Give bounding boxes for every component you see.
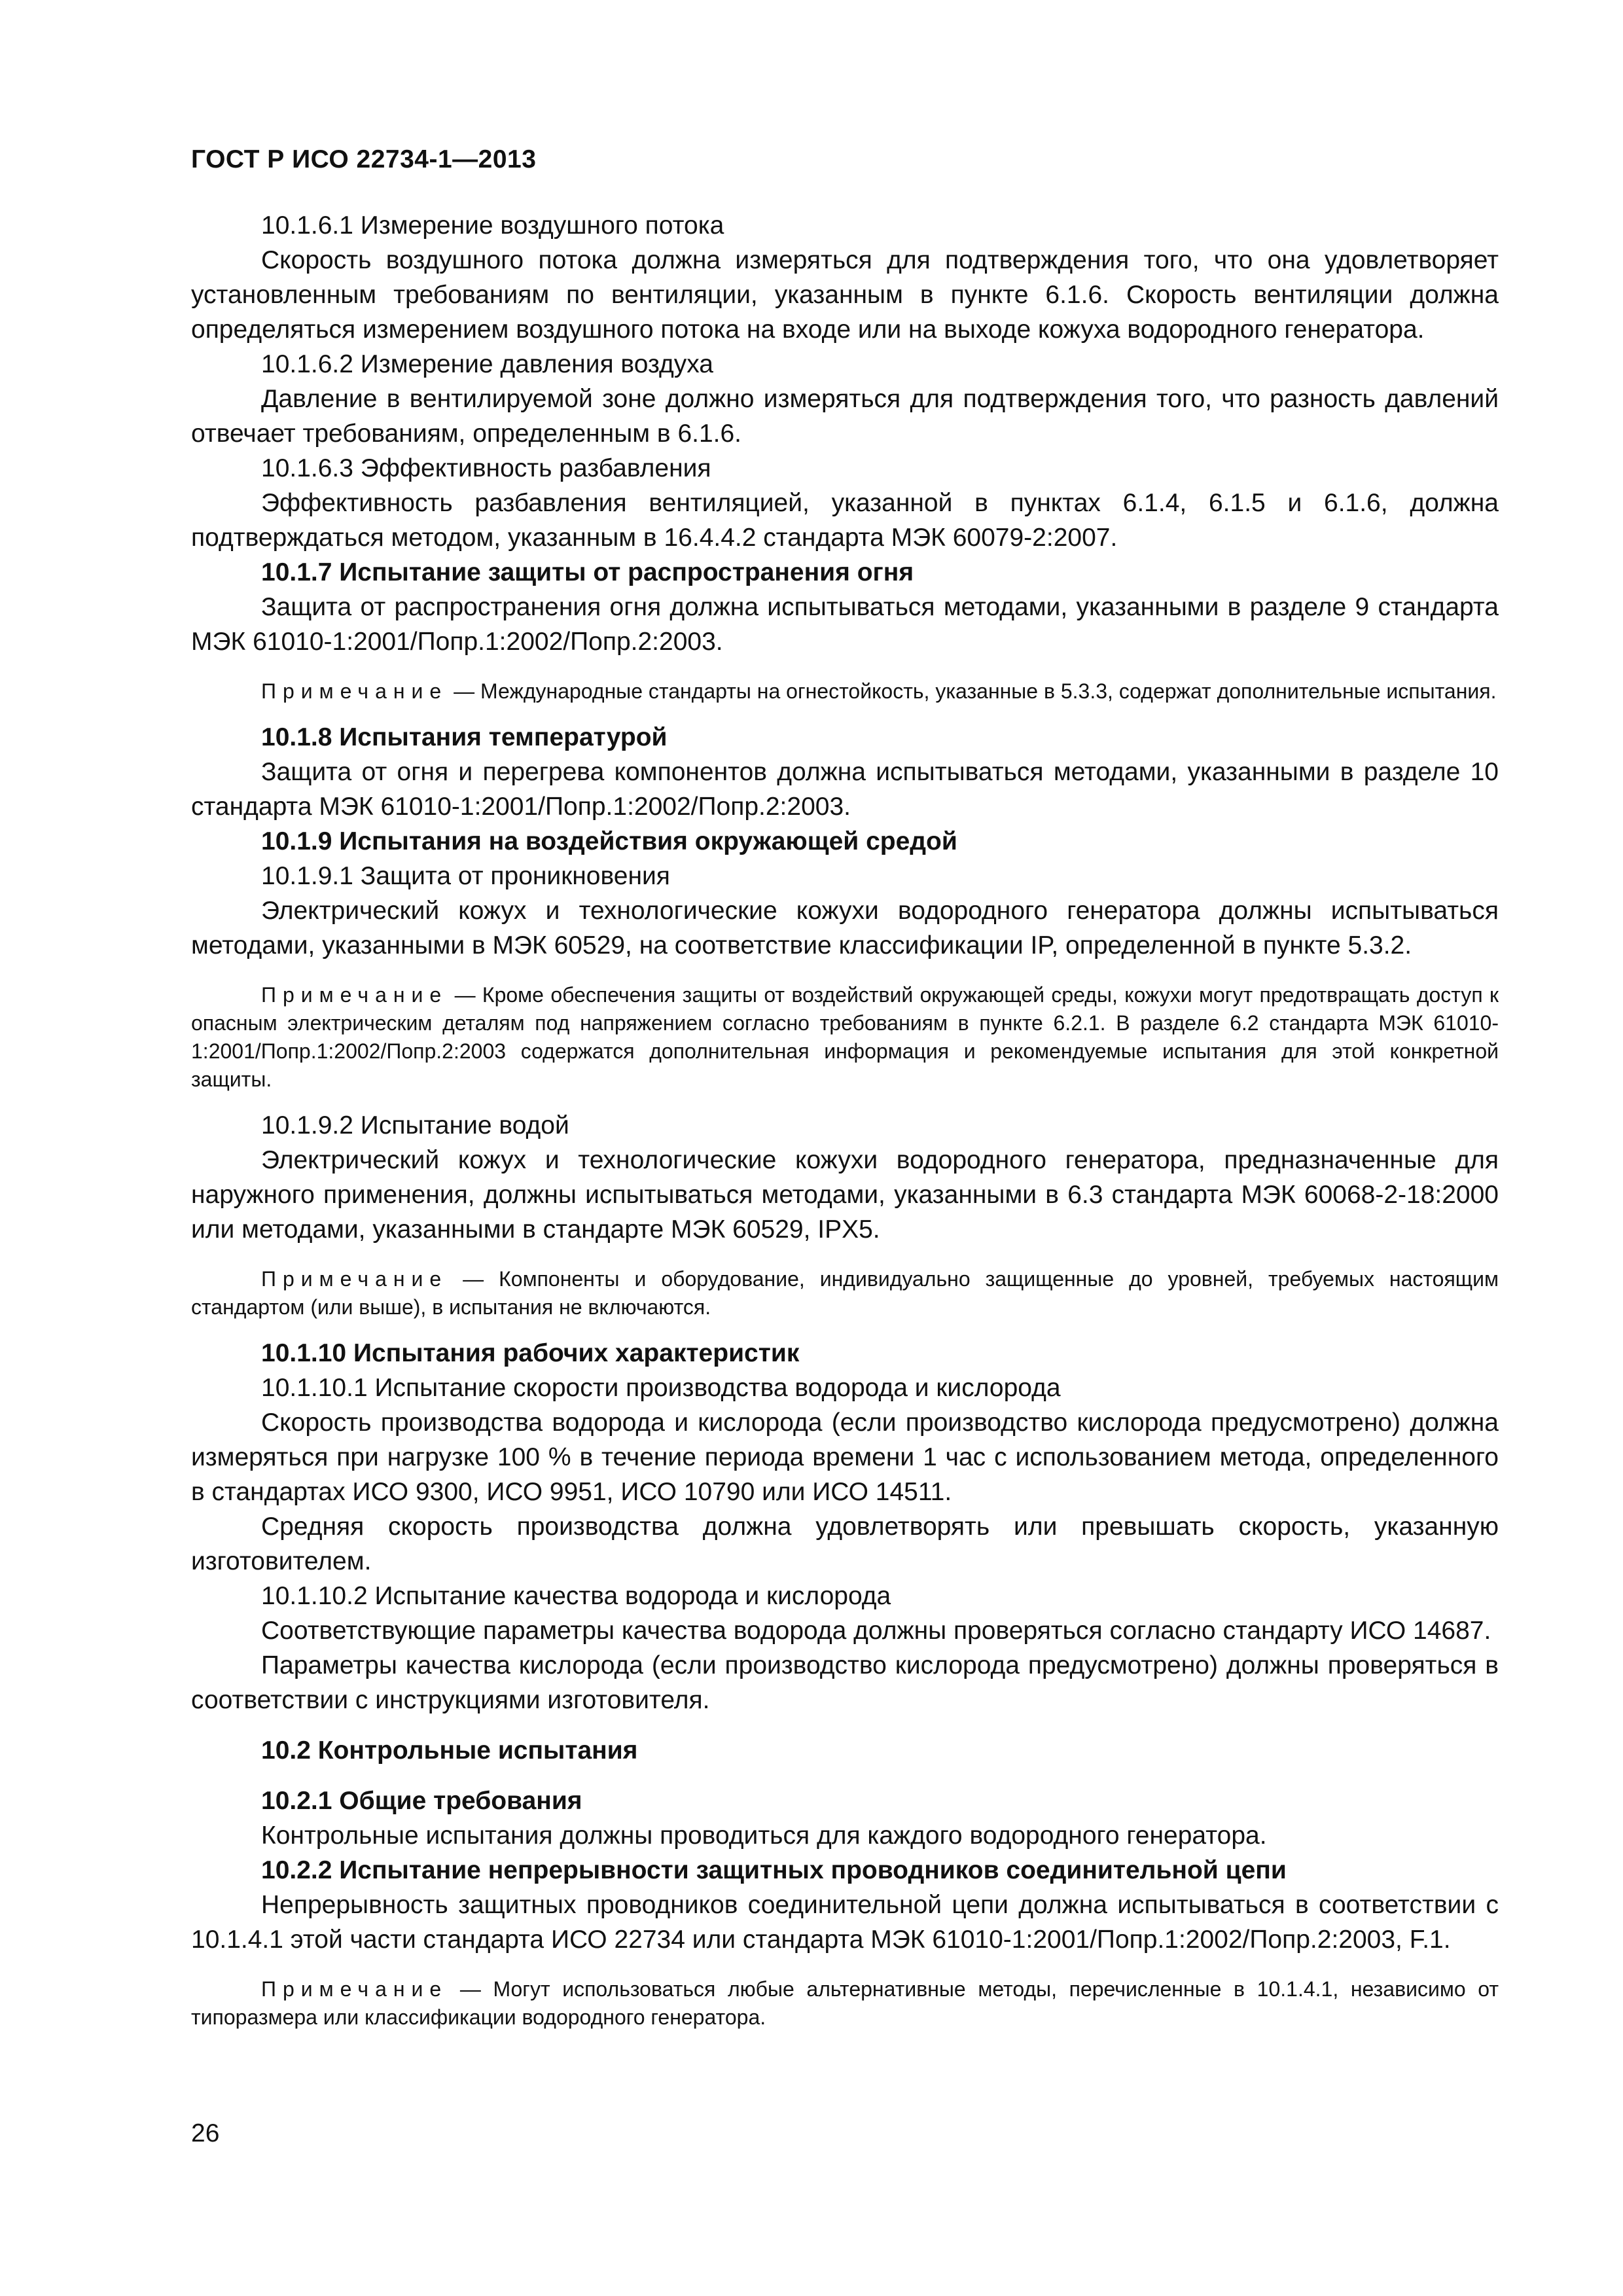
note-paragraph xyxy=(191,677,1499,706)
document-body xyxy=(191,208,1499,2046)
body-paragraph: Соответствующие параметры качества водорода должны проверяться согласно стандарту ИСО 14687. xyxy=(261,1617,1491,1645)
body-paragraph: Скорость воздушного потока должна измеряться для подтверждения того, что она удовлетворяет установленным требованиям по вентиляции, указанным в пункте 6.1.6. Скорость вентиляции должна определяться измерением воздушного потока на входе или на выходе кожуха водородного генератора. xyxy=(191,246,1499,344)
note-text: — Кроме обеспечения защиты от воздействий окружающей среды, кожухи могут предотвращать доступ к опасным электрическим деталям под напряжением согласно требованиям в пункте 6.2.1. В разделе 6.2 стандарта МЭК 61010-1:2001/Попр.1:2002/Попр.2:2003 содержатся дополнительная информация и рекомендуемые испытания для этой конкретной защиты. xyxy=(191,983,1499,1091)
body-paragraph: 10.1.6.1 Измерение воздушного потока xyxy=(261,211,724,240)
body-paragraph: 10.1.9.2 Испытание водой xyxy=(261,1111,569,1139)
body-paragraph: 10.1.6.3 Эффективность разбавления xyxy=(261,454,711,482)
section-heading: 10.2.1 Общие требования xyxy=(261,1787,582,1815)
body-paragraph: Средняя скорость производства должна удовлетворять или превышать скорость, указанную изготовителем. xyxy=(191,1513,1499,1575)
note-text: — Компоненты и оборудование, индивидуально защищенные до уровней, требуемых настоящим стандартом (или выше), в испытания не включаются. xyxy=(191,1267,1499,1319)
section-heading: 10.1.8 Испытания температурой xyxy=(261,723,668,751)
body-paragraph: Электрический кожух и технологические кожухи водородного генератора, предназначенные для наружного применения, должны испытываться методами, указанными в 6.3 стандарта МЭК 60068-2-18:2000 или методами, указанными в стандарте МЭК 60529, IPX5. xyxy=(191,1146,1499,1244)
note-label: Примечание xyxy=(261,983,448,1007)
body-paragraph: Давление в вентилируемой зоне должно измеряться для подтверждения того, что разность давлений отвечает требованиям, определенным в 6.1.6. xyxy=(191,385,1499,448)
body-paragraph: 10.1.9.1 Защита от проникновения xyxy=(261,862,670,890)
note-paragraph xyxy=(191,981,1499,1094)
note-paragraph xyxy=(191,1975,1499,2032)
body-paragraph: Защита от огня и перегрева компонентов должна испытываться методами, указанными в разделе 10 стандарта МЭК 61010-1:2001/Попр.1:2002/Попр.2:2003. xyxy=(191,758,1499,821)
body-paragraph: 10.1.6.2 Измерение давления воздуха xyxy=(261,350,713,378)
note-text: — Международные стандарты на огнестойкость, указанные в 5.3.3, содержат дополнительные испытания. xyxy=(448,679,1497,703)
body-paragraph: Скорость производства водорода и кислорода (если производство кислорода предусмотрено) должна измеряться при нагрузке 100 % в течение периода времени 1 час с использованием метода, определенного в стандартах ИСО 9300, ИСО 9951, ИСО 10790 или ИСО 14511. xyxy=(191,1408,1499,1506)
body-paragraph: 10.1.10.2 Испытание качества водорода и кислорода xyxy=(261,1582,891,1610)
section-heading: 10.1.10 Испытания рабочих характеристик xyxy=(261,1339,800,1367)
page-number: 26 xyxy=(191,2119,220,2147)
section-heading: 10.2 Контрольные испытания xyxy=(261,1736,638,1765)
note-text: — Могут использоваться любые альтернативные методы, перечисленные в 10.1.4.1, независимо от типоразмера или классификации водородного генератора. xyxy=(191,1977,1499,2029)
section-heading: 10.1.7 Испытание защиты от распространения огня xyxy=(261,558,914,586)
body-paragraph: Эффективность разбавления вентиляцией, указанной в пунктах 6.1.4, 6.1.5 и 6.1.6, должна подтверждаться методом, указанным в 16.4.4.2 стандарта МЭК 60079-2:2007. xyxy=(191,489,1499,552)
body-paragraph: Защита от распространения огня должна испытываться методами, указанными в разделе 9 стандарта МЭК 61010-1:2001/Попр.1:2002/Попр.2:2003. xyxy=(191,593,1499,656)
note-label: Примечание xyxy=(261,679,448,703)
section-heading: 10.2.2 Испытание непрерывности защитных проводников соединительной цепи xyxy=(261,1856,1287,1884)
note-paragraph xyxy=(191,1265,1499,1321)
body-paragraph: Электрический кожух и технологические кожухи водородного генератора должны испытываться методами, указанными в МЭК 60529, на соответствие классификации IP, определенной в пункте 5.3.2. xyxy=(191,897,1499,960)
body-paragraph: 10.1.10.1 Испытание скорости производства водорода и кислорода xyxy=(261,1374,1061,1402)
body-paragraph: Непрерывность защитных проводников соединительной цепи должна испытываться в соответствии с 10.1.4.1 этой части стандарта ИСО 22734 или стандарта МЭК 61010-1:2001/Попр.1:2002/Попр.2:2003, F.1. xyxy=(191,1891,1499,1954)
document-header: ГОСТ Р ИСО 22734-1—2013 xyxy=(191,145,537,173)
section-heading: 10.1.9 Испытания на воздействия окружающей средой xyxy=(261,827,957,855)
note-label: Примечание xyxy=(261,1267,448,1291)
body-paragraph: Параметры качества кислорода (если производство кислорода предусмотрено) должны проверяться в соответствии с инструкциями изготовителя. xyxy=(191,1651,1499,1714)
note-label: Примечание xyxy=(261,1977,448,2001)
body-paragraph: Контрольные испытания должны проводиться для каждого водородного генератора. xyxy=(261,1821,1267,1850)
